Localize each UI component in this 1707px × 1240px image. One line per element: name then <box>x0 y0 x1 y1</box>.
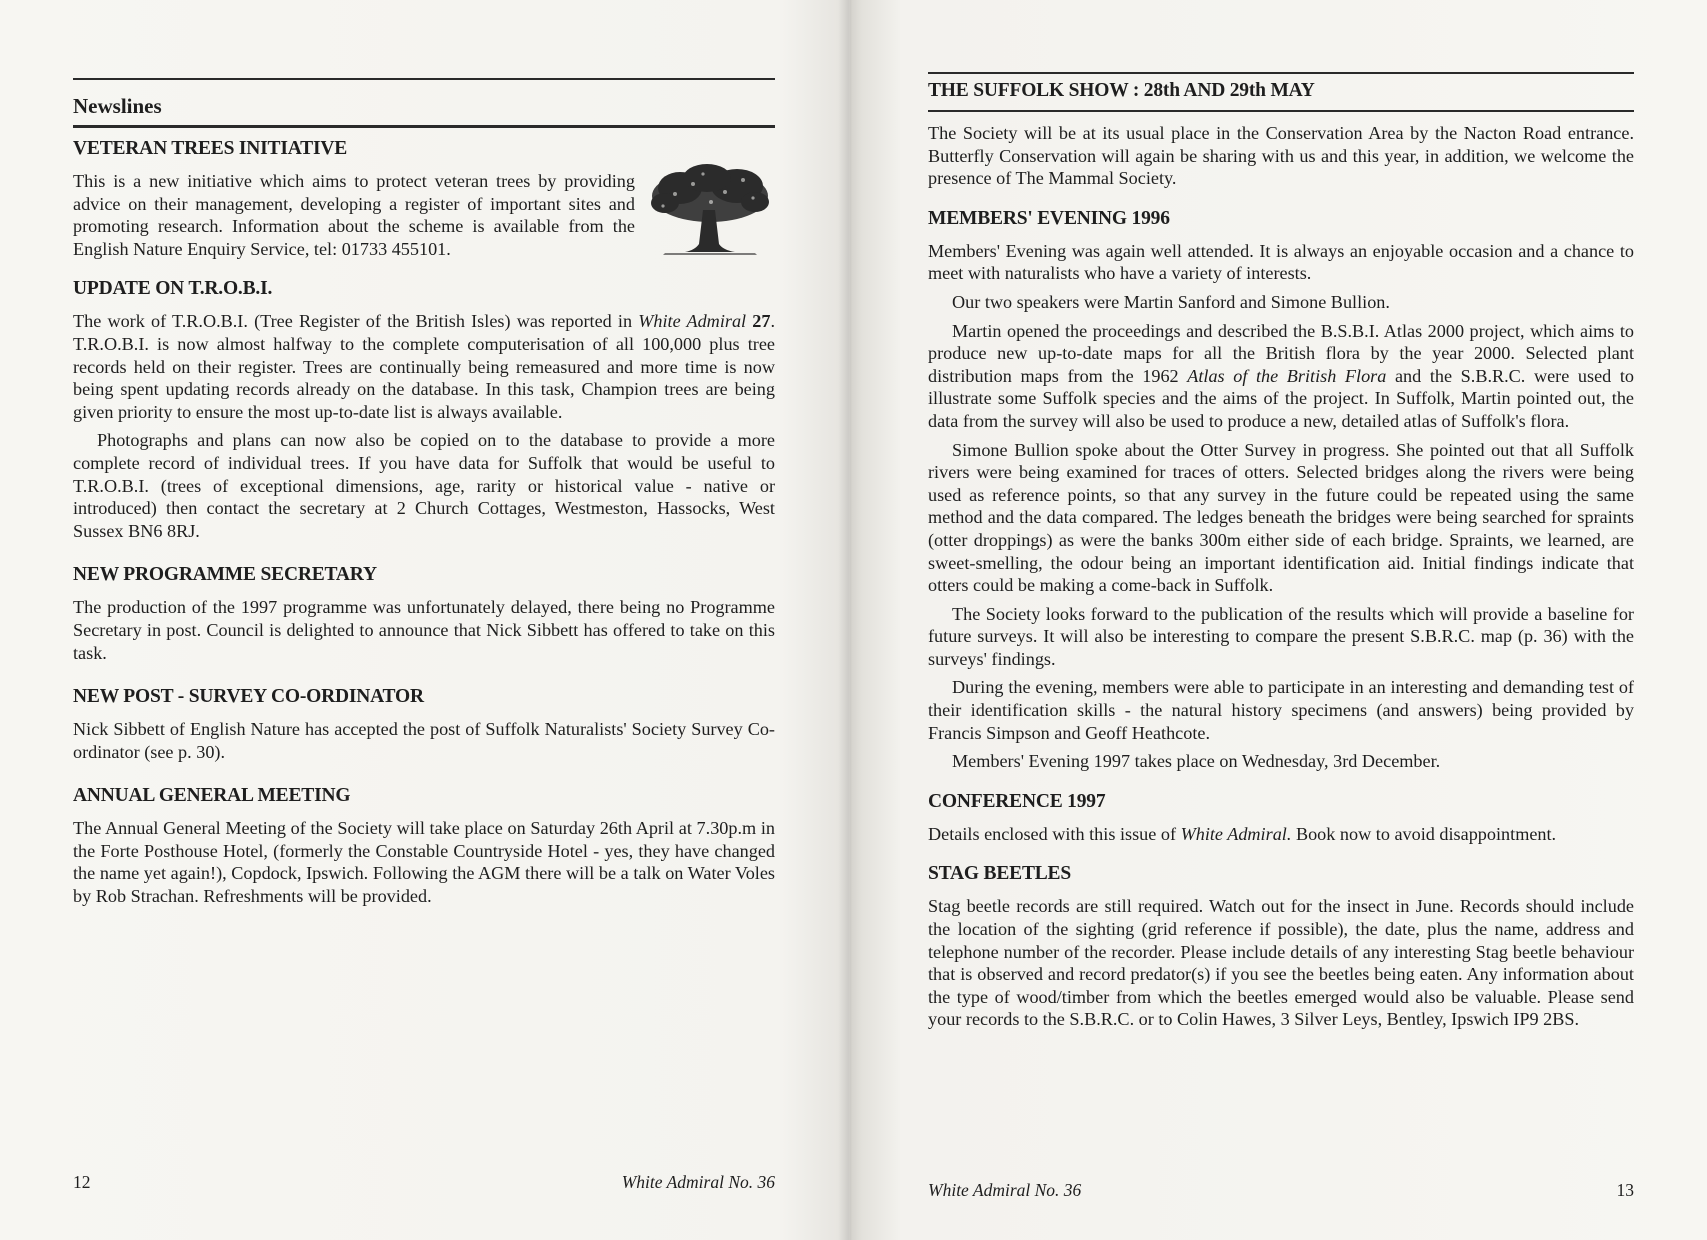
article-title: NEW POST - SURVEY CO-ORDINATOR <box>73 686 424 708</box>
article-title: VETERAN TREES INITIATIVE <box>73 138 348 159</box>
section-header: Newslines <box>73 86 775 128</box>
page-13 <box>850 0 1707 1240</box>
article-title: NEW PROGRAMME SECRETARY <box>73 564 377 586</box>
magazine-issue: White Admiral No. 36 <box>621 1172 775 1192</box>
article-body: Simone Bullion spoke about the Otter Survey in progress. She pointed out that all Suffolk rivers were being examined for traces of otters. Selected bridges along the rivers were being used as reference points, so that any survey in the future could be repeated using the same method and the data compared. The ledges beneath the bridges were being searched for spraints (otter droppings) as were the banks 300m either side of each bridge. Spraints, we learned, are sweet-smelling, the odour being an important identification aid. Initial findings indicate that otters could be making a come-back in Suffolk. <box>928 439 1634 596</box>
article-body: Photographs and plans can now also be copied on to the database to provide a more complete record of individual trees. If you have data for Suffolk that would be useful to T.R.O.B.I. (trees of exceptional dimensions, age, rarity or historical value - native or introduced) then contact the secretary at 2 Church Cottages, Westmeston, Hassocks, West Sussex BN6 8RJ. <box>73 430 775 541</box>
article-members-evening <box>928 208 1634 773</box>
magazine-issue: White Admiral No. 36 <box>928 1180 1082 1200</box>
article-body: The Society will be at its usual place in the Conservation Area by the Nacton Road entrance. Butterfly Conservation will again be sharing with us and this year, in addition, we welcome the presence of The Mammal Society. <box>928 123 1634 189</box>
article-suffolk-show <box>928 80 1634 190</box>
oak-tree-illustration <box>645 158 775 258</box>
article-veteran-trees <box>73 138 775 260</box>
article-body: Members' Evening 1997 takes place on Wednesday, 3rd December. <box>952 751 1441 772</box>
article-survey-coordinator <box>73 686 775 763</box>
article-body: This is a new initiative which aims to protect veteran trees by providing advice on their management, developing a register of important sites and promoting research. Information about the scheme is available from the English Nature Enquiry Service, tel: 01733 455101. <box>73 171 635 259</box>
article-body: Martin opened the proceedings and described the B.S.B.I. Atlas 2000 project, which aims to produce new up-to-date maps for all the British flora by the year 2000. Selected plant distribution maps from the 1962 Atlas of the British Flora and the S.B.R.C. were used to illustrate some Suffolk species and the aims of the project. In Suffolk, Martin pointed out, the data from the survey will also be used to produce a new, detailed atlas of Suffolk's flora. <box>928 320 1634 431</box>
book-gutter <box>838 0 862 1240</box>
article-body: The work of T.R.O.B.I. (Tree Register of the British Isles) was reported in White Admiral 27. T.R.O.B.I. is now almost halfway to the complete computerisation of all 100,000 plus tree records held on their register. Trees are continually being remeasured and more time is now being spent updating records already on the database. In this task, Champion trees are being given priority to ensure the most up-to-date list is always available. <box>73 311 775 422</box>
article-body: The Annual General Meeting of the Society will take place on Saturday 26th April at 7.30p.m in the Forte Posthouse Hotel, (formerly the Constable Countryside Hotel - yes, they have changed the name yet again!), Copdock, Ipswich. Following the AGM there will be a talk on Water Voles by Rob Strachan. Refreshments will be provided. <box>73 818 775 907</box>
top-rule <box>73 78 775 80</box>
article-trobi-update <box>73 278 775 542</box>
article-body: Stag beetle records are still required. Watch out for the insect in June. Records should include the location of the sighting (grid reference if possible), the date, plus the name, address and telephone number of the recorder. Please include details of any interesting Stag beetle behaviour that is observed and record predator(s) if you see the beetles being eaten. Any information about the type of wood/timber from which the beetles emerged would also be valuable. Please send your records to the S.B.R.C. or to Colin Hawes, 3 Silver Leys, Bentley, Ipswich IP9 2BS. <box>928 896 1634 1030</box>
article-body: Members' Evening was again well attended. It is always an enjoyable occasion and a chance to meet with naturalists who have a variety of interests. <box>928 240 1634 284</box>
top-rule <box>928 72 1634 74</box>
page-12 <box>0 0 850 1240</box>
page-number: 13 <box>1616 1180 1634 1200</box>
article-title: ANNUAL GENERAL MEETING <box>73 785 351 807</box>
article-body: The production of the 1997 programme was unfortunately delayed, there being no Programme Secretary in post. Council is delighted to announce that Nick Sibbett has offered to take on this task. <box>73 597 775 663</box>
article-agm <box>73 785 775 907</box>
page-number: 12 <box>73 1172 91 1192</box>
article-stag-beetles <box>928 863 1634 1031</box>
article-title: STAG BEETLES <box>928 863 1072 885</box>
article-title: CONFERENCE 1997 <box>928 790 1106 812</box>
title-rule <box>928 110 1634 112</box>
article-conference <box>928 791 1634 846</box>
right-column <box>928 72 1634 1053</box>
article-programme-secretary <box>73 564 775 664</box>
article-body: The Society looks forward to the publication of the results which will provide a baseline for future surveys. It will also be interesting to compare the present S.B.R.C. map (p. 36) with the surveys' findings. <box>928 603 1634 669</box>
article-body: During the evening, members were able to participate in an interesting and demanding test of their identification skills - the natural history specimens (and answers) being provided by Francis Simpson and Geoff Heathcote. <box>928 677 1634 743</box>
article-body: Our two speakers were Martin Sanford and Simone Bullion. <box>952 291 1390 312</box>
article-title: UPDATE ON T.R.O.B.I. <box>73 278 273 300</box>
article-title: MEMBERS' EVENING 1996 <box>928 207 1170 229</box>
article-title: THE SUFFOLK SHOW : 28th AND 29th MAY <box>928 80 1315 101</box>
left-column <box>73 78 775 930</box>
article-body: Nick Sibbett of English Nature has accepted the post of Suffolk Naturalists' Society Survey Co-ordinator (see p. 30). <box>73 719 775 762</box>
article-body: Details enclosed with this issue of White Admiral. Book now to avoid disappointment. <box>928 823 1557 844</box>
